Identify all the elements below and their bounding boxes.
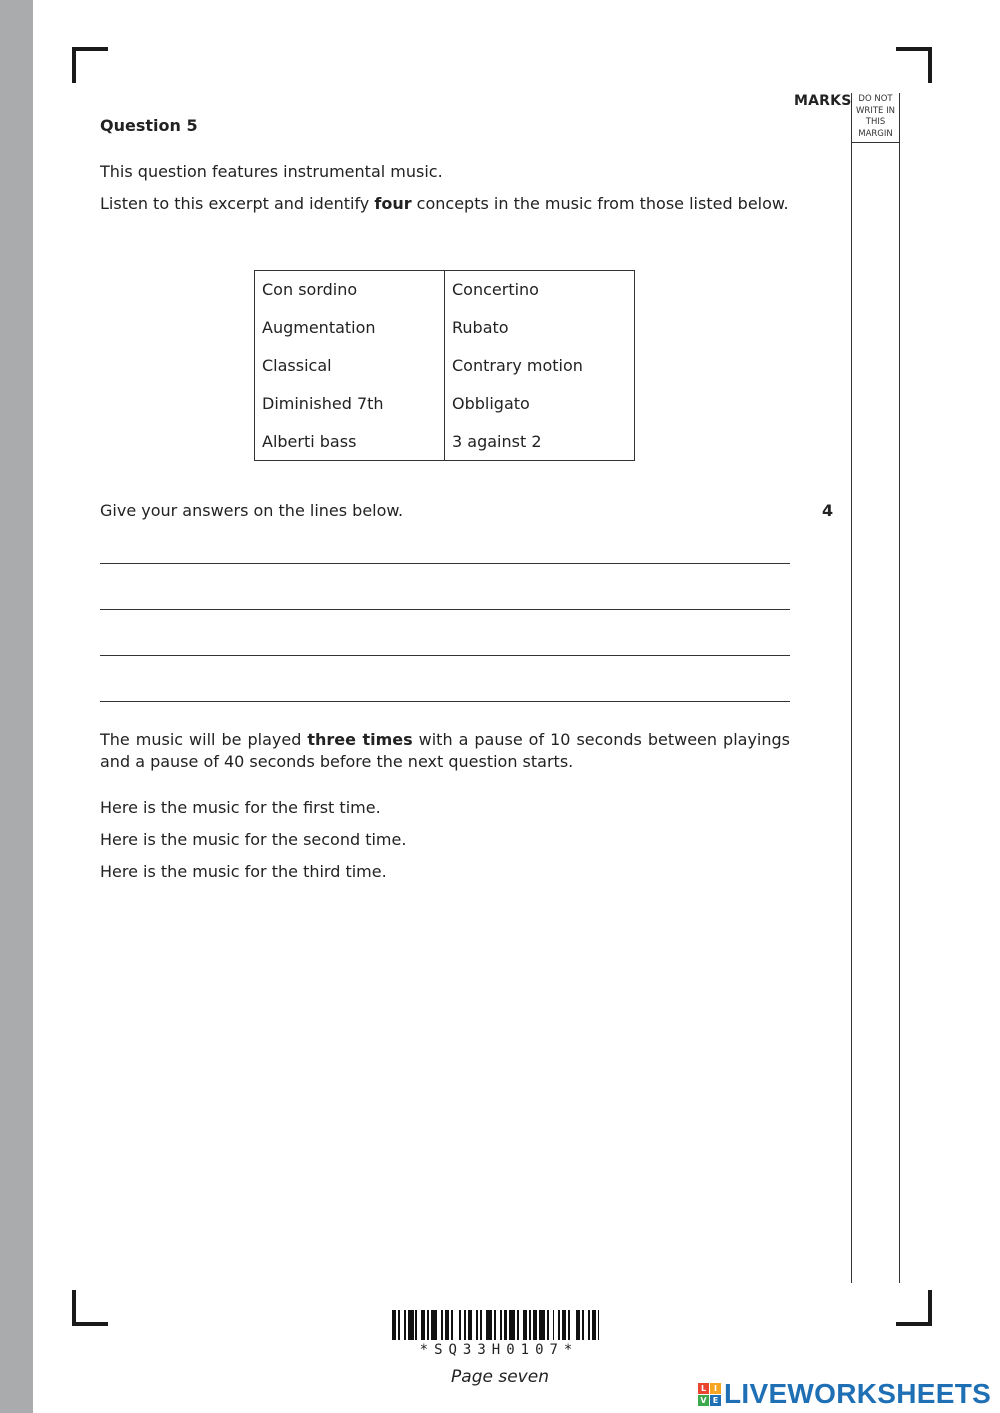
play-third: Here is the music for the third time. xyxy=(100,862,387,881)
play-first: Here is the music for the first time. xyxy=(100,798,381,817)
margin-header-line: MARGIN xyxy=(858,128,893,139)
marks-column-label: MARKS xyxy=(794,93,852,109)
question-instruction xyxy=(100,193,790,215)
logo-letter: I xyxy=(710,1383,721,1394)
playback-emphasis: three times xyxy=(307,730,413,749)
concept-cell: Classical xyxy=(255,347,445,385)
logo-icon xyxy=(698,1383,721,1406)
margin-header-line: THIS xyxy=(865,117,886,127)
concept-cell: Alberti bass xyxy=(255,423,445,461)
barcode xyxy=(392,1310,606,1340)
table-row xyxy=(255,385,635,423)
concept-cell: Con sordino xyxy=(255,271,445,309)
question-intro: This question features instrumental music. xyxy=(100,162,443,181)
concept-cell: Rubato xyxy=(445,309,635,347)
table-row xyxy=(255,423,635,461)
left-gray-strip xyxy=(0,0,33,1413)
concept-cell: Augmentation xyxy=(255,309,445,347)
barcode-text: *SQ33H0107* xyxy=(419,1342,579,1358)
logo-text: LIVEWORKSHEETS xyxy=(724,1378,992,1409)
instruction-text: concepts in the music from those listed below. xyxy=(411,194,789,213)
barcode-bar xyxy=(599,1310,605,1340)
playback-text: with a pause of 10 seconds between playings and a pause of 40 seconds before the next question starts. xyxy=(100,730,790,771)
logo-letter: V xyxy=(698,1395,709,1406)
margin-header-line: WRITE IN xyxy=(856,105,895,116)
do-not-write-header xyxy=(852,93,899,143)
play-second: Here is the music for the second time. xyxy=(100,830,407,849)
concept-cell: Obbligato xyxy=(445,385,635,423)
concept-cell: Concertino xyxy=(445,271,635,309)
concept-cell: 3 against 2 xyxy=(445,423,635,461)
liveworksheets-logo xyxy=(698,1377,991,1411)
crop-mark-bottom-right xyxy=(896,1290,932,1326)
playback-info xyxy=(100,729,790,773)
marks-value: 4 xyxy=(822,501,834,520)
table-row xyxy=(255,309,635,347)
answer-line-2[interactable] xyxy=(100,609,790,610)
answer-prompt: Give your answers on the lines below. xyxy=(100,501,404,520)
playback-text: The music will be played xyxy=(100,730,308,749)
concept-cell: Diminished 7th xyxy=(255,385,445,423)
concept-cell: Contrary motion xyxy=(445,347,635,385)
answer-line-4[interactable] xyxy=(100,701,790,702)
answer-line-3[interactable] xyxy=(100,655,790,656)
instruction-emphasis: four xyxy=(374,194,412,213)
concepts-table xyxy=(254,270,635,461)
crop-mark-top-left xyxy=(72,47,108,83)
logo-letter: E xyxy=(710,1395,721,1406)
do-not-write-margin xyxy=(851,93,900,1283)
crop-mark-top-right xyxy=(896,47,932,83)
answer-line-1[interactable] xyxy=(100,563,790,564)
logo-letter: L xyxy=(698,1383,709,1394)
question-title: Question 5 xyxy=(100,116,198,135)
margin-header-line: DO NOT xyxy=(858,94,893,104)
page-number: Page seven xyxy=(451,1367,549,1387)
table-row xyxy=(255,347,635,385)
instruction-text: Listen to this excerpt and identify xyxy=(100,194,375,213)
crop-mark-bottom-left xyxy=(72,1290,108,1326)
table-row xyxy=(255,271,635,309)
